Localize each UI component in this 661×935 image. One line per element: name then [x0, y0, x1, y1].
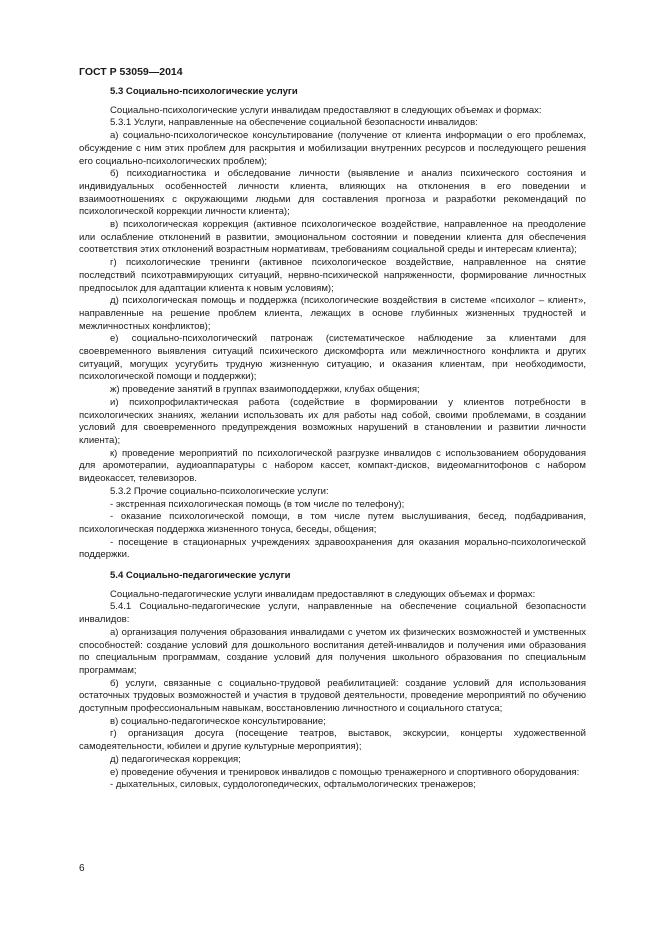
paragraph: в) психологическая коррекция (активное психологическое воздействие, направленное на преодоление или ослабление отклонений в развитии, эмоциональном состоянии и поведении клиента для обеспечения соответствия этих отклонений возрастным нормативам, требованиям социальной среды и интересам клиента);: [79, 219, 586, 256]
paragraph: г) организация досуга (посещение театров, выставок, экскурсии, концерты художественной самодеятельности, юбилеи и другие культурные мероприятия);: [79, 728, 586, 753]
paragraph: г) психологические тренинги (активное психологическое воздействие, направленное на снятие последствий психотравмирующих ситуаций, нервно-психической напряженности, формирование личностных предпосылок для адаптации клиента к новым условиям);: [79, 257, 586, 294]
paragraph: - оказание психологической помощи, в том числе путем выслушивания, бесед, подбадривания, психологическая поддержка жизненного тонуса, беседы, общения;: [79, 511, 586, 535]
paragraph: е) социально-психологический патронаж (систематическое наблюдение за клиентами для своевременного выявления ситуаций психического дискомфорта или межличностного конфликта и других ситуаций, могущих усугубить трудную жизненную ситуацию, и оказания клиентам, при необходимости, психологической помощи и поддержки);: [79, 333, 586, 383]
paragraph: е) проведение обучения и тренировок инвалидов с помощью тренажерного и спортивного оборудования:: [110, 766, 580, 778]
paragraph: - дыхательных, силовых, сурдологопедических, офтальмологических тренажеров;: [110, 779, 476, 791]
paragraph: - экстренная психологическая помощь (в том числе по телефону);: [110, 498, 405, 510]
paragraph: ж) проведение занятий в группах взаимоподдержки, клубах общения;: [110, 384, 420, 396]
paragraph: а) организация получения образования инвалидами с учетом их физических возможностей и умственных способностей: создание условий для дошкольного воспитания детей-инвалидов и получения ими образования по специальным программам, создание условий для получения школьного образования по специальным программам;: [79, 626, 586, 676]
paragraph: - посещение в стационарных учреждениях здравоохранения для оказания морально-психологической поддержки.: [79, 536, 586, 561]
paragraph: Социально-педагогические услуги инвалидам предоставляют в следующих объемах и формах:: [110, 588, 536, 600]
section-title: 5.4 Социально-педагогические услуги: [110, 570, 291, 582]
paragraph: 5.4.1 Социально-педагогические услуги, направленные на обеспечение социальной безопасности инвалидов:: [79, 601, 586, 626]
paragraph: б) услуги, связанные с социально-трудовой реабилитацией: создание условий для использования остаточных трудовых возможностей и участия в трудовой деятельности, проведение мероприятий по обучению доступным профессиональным навыкам, восстановлению личностного и социального статуса;: [79, 677, 586, 715]
paragraph: б) психодиагностика и обследование личности (выявление и анализ психического состояния и индивидуальных особенностей личности клиента, влияющих на отклонения в его поведении и взаимоотношениях с окружающими людьми для составления прогноза и разработки рекомендаций по психологической коррекции личности клиента);: [79, 168, 586, 218]
paragraph: и) психопрофилактическая работа (содействие в формировании у клиентов потребности в психологических знаниях, желании использовать их для работы над собой, своими проблемами, в создании условий для своевременного предупреждения возможных нарушений в становлении и развитии личности клиента);: [79, 396, 586, 446]
document-header: ГОСТ Р 53059—2014: [79, 66, 183, 78]
paragraph: д) психологическая помощь и поддержка (психологические воздействия в системе «психолог – клиент», направленные на решение проблем клиента, лежащих в основе глубинных жизненных трудностей и межличностных конфликтов);: [79, 295, 586, 332]
section-title: 5.3 Социально-психологические услуги: [110, 86, 298, 97]
paragraph: в) социально-педагогическое консультирование;: [110, 715, 326, 727]
paragraph: Социально-психологические услуги инвалидам предоставляют в следующих объемах и формах:: [110, 104, 542, 116]
paragraph: 5.3.1 Услуги, направленные на обеспечение социальной безопасности инвалидов:: [110, 117, 478, 129]
paragraph: к) проведение мероприятий по психологической разгрузке инвалидов с использованием оборудования для аромотерапии, аудиоаппаратуры с набором кассет, компакт-дисков, видеомагнитофонов с набором видеокассет, телевизоров.: [79, 447, 586, 485]
paragraph: 5.3.2 Прочие социально-психологические услуги:: [110, 485, 329, 497]
document-body: [79, 86, 586, 792]
paragraph: д) педагогическая коррекция;: [110, 753, 241, 765]
paragraph: а) социально-психологическое консультирование (получение от клиента информации о его проблемах, обсуждение с ним этих проблем для раскрытия и мобилизации внутренних ресурсов и последующего решения его социально-психологических проблем);: [79, 130, 586, 167]
page-number: 6: [79, 863, 85, 874]
